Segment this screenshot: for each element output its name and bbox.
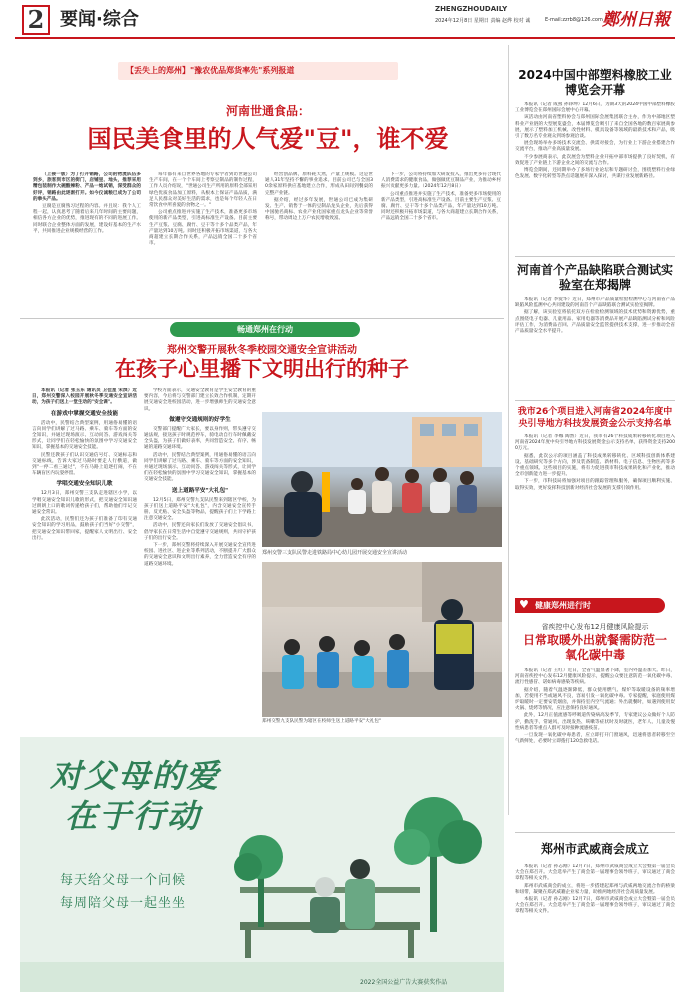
- article-body: [515, 297, 675, 393]
- page-header: [0, 0, 690, 40]
- header-rule: [15, 37, 675, 39]
- body-para: 此次活动，民警们还为孩子们准备了印有交通安全知识的学习用品，鼓励孩子们当好"小交警"，把交通安全知识带回家，提醒家人文明出行、安全出行。: [32, 517, 137, 541]
- article-body-col1: [33, 172, 141, 312]
- article-headline: 郑州市武威商会成立: [540, 842, 649, 856]
- body-para: 据悉，此次公示的项目涵盖了科技成果转移转化、区域科技创新体系建设、基础研究等多个方向，涉及装备制造、新材料、电子信息、生物医药等多个重点领域。这些项目的实施，将有力促进我市科技成果转化和产业化，推动全市创新能力进一步提升。: [515, 453, 675, 478]
- body-para: 据了解，该实验室将依托双方在检验检测领域的技术优势和资源优势，重点围绕电子电器、儿童用品、家用电器等消费品开展产品缺陷测试分析和风险评估工作，为消费品召回、产品质量安全监管提供技术支撑，进一步推动全省产品质量安全水平提升。: [515, 310, 675, 335]
- body-para: 郑州市武威商会的成立，将进一步搭建起郑州与武威两地交流合作的桥梁和纽带，凝聚在郑武威籍企业家力量，助推两地经济社会高质量发展。: [515, 883, 675, 895]
- section-divider: [515, 256, 675, 257]
- police-gift-illustration: [262, 562, 502, 717]
- ad-footer: 2022全国公益广告大赛获奖作品: [360, 979, 448, 986]
- police-school-photo: [262, 412, 502, 547]
- article-health: [515, 598, 675, 828]
- newspaper-logo: 鄭州日報: [602, 10, 670, 30]
- article-body-col2: [149, 172, 257, 312]
- body-para: 据介绍，随着气温逐渐降低，群众使用燃气、煤炉等取暖设备的频率增加，若使用不当或通风不良，容易引发一氧化碳中毒。专家提醒，家庭使用煤炉取暖时一定要安装烟囱，并保持室内空气流通；外出就餐时，如遇到使用炭火锅、烧烤等情况，应注意保持良好通风。: [515, 687, 675, 712]
- body-para: 公司重点推进并实施了生产技术，准备更多市场使用的新产品类型，引进高标准生产设备。目前主要生产豆浆、豆腐、腐竹、豆干等十多个品类产品，年产量达到10万吨。同时还积极开拓市场渠道，与各大商超建立长期合作关系，产品远销全国二十多个省市。: [149, 210, 257, 247]
- heart-icon: ♥: [519, 598, 529, 611]
- article-chamber: [515, 842, 675, 990]
- article-lab: [515, 263, 675, 393]
- ad-subline2: 每周陪父母一起坐坐: [60, 896, 187, 911]
- lead-text: 本报讯（记者 张玉东 通讯员 卫佳星 宋滨）近日，郑州交警深入校园开展秋冬季交通安全宣讲活动，为孩子们送上一堂生动的"安全课"。: [32, 388, 137, 406]
- body-para: 民警还教孩子们认识交通信号灯、交通标志和交通标线，告诉大家过马路时要走人行横道，做到"一停二看三通过"，不在马路上追逐打闹，不在车辆盲区内玩耍停留。: [32, 452, 137, 477]
- article-headline: 我市26个项目进入河南省2024年度中央引导地方科技发展资金公示支持名单: [517, 407, 673, 429]
- site-name: ZHENGZHOUDAILY: [435, 5, 508, 13]
- body-para: 活动中，民警还向家长们发放了交通安全倡议书，倡导家长在日常生活中自觉遵守交通规则，共同守护孩子们的出行安全。: [144, 523, 256, 541]
- ad-headline-line2: 在于行动: [65, 797, 202, 835]
- article-body-col3: [265, 172, 373, 312]
- series-banner-text: 【丢失上的郑州】"豫农优品郑货率先"系列报道: [126, 66, 295, 75]
- body-para: 12月5日，郑州交警九支队民警来到辖区学校，为孩子们送上道路平安"大礼包"，内含交通安全宣传手册、反光贴、安全头盔等物品，提醒孩子们上下学路上注意交通安全。: [144, 497, 256, 522]
- photo-caption: 郑州交警九支队民警为辖区在校师生送上道路平安"大礼包": [262, 719, 382, 724]
- page-number: 2: [27, 5, 45, 34]
- article-kicker: 省疾控中心发布12月健康风险提示: [541, 623, 649, 631]
- body-para: 据介绍，经过多年发展，世通公司已成为集研发、生产、销售于一体的豆制品龙头企业，先后获得中国驰名商标、农业产业化国家重点龙头企业等荣誉称号，带动周边上万户农民增收致富。: [265, 197, 373, 222]
- body-para: 博览会期间，还同期举办了多场行业论坛和专题研讨会，围绕塑料行业绿色发展、数字化转型等热点话题展开深入探讨，共谋行业发展新路径。: [515, 168, 675, 180]
- photo-caption: 郑州交警三支队民警走进铁路局中心幼儿园开展交通安全宣讲活动: [262, 550, 408, 556]
- body-para: 本报讯（记者 孙志刚）12月7日，郑州市武威商会成立大会暨第一届会员大会在郑召开。大会选举产生了商会第一届理事会领导班子，审议通过了商会章程等相关文件。: [515, 897, 675, 915]
- section-divider: [20, 318, 504, 319]
- body-para: 活动中，民警结合典型案例，用通俗易懂的语言向同学们讲解了过马路、乘车、骑车等方面的安全知识，并通过现场演示、互动问答、游戏闯关等形式，让同学们在轻松愉快的氛围中学习交通安全知识，掌握基本的交通安全技能。: [32, 420, 137, 451]
- article-body-col4: [381, 172, 501, 312]
- section-divider: [515, 832, 675, 833]
- article-sci-fund: [515, 406, 675, 588]
- article-expo: [515, 68, 675, 248]
- section-divider: [515, 400, 675, 401]
- article-kicker: 河南世通食品：: [225, 104, 310, 118]
- police-school-illustration: [262, 412, 502, 547]
- ad-subline1: 每天给父母一个问候: [60, 873, 187, 888]
- body-para: 展会现场举办多场技术交流会、供需对接会，为行业上下游企业搭建合作交流平台，推动产业高质量发展。: [515, 141, 675, 153]
- body-para: 此外，12月正值流感等呼吸道传染病高发季节，专家建议公众做好个人防护，勤洗手、常通风，出现发热、咳嗽等症状时及时就医，老年人、儿童及慢性病患者等重点人群可及时接种流感疫苗。: [515, 713, 675, 731]
- body-para: 学校方面表示，交通安全教育是学生安全教育的重要内容，今后将与交警部门建立长效合作机制，定期开展交通安全进校园活动，进一步增强师生的交通安全意识。: [144, 388, 256, 412]
- body-para: 下一步，郑州交警将持续深入开展交通安全宣传进校园、进社区、进企业等系列活动，不断提升广大群众的交通安全意识和文明出行素养，全力营造安全有序的道路交通环境。: [144, 543, 256, 567]
- traffic-banner-text: 畅通郑州在行动: [237, 325, 293, 334]
- article-headline: 河南首个产品缺陷联合测试实验室在郑揭牌: [516, 263, 673, 292]
- body-para: 一旦发现一氧化碳中毒患者，应立即打开门窗通风，迅速将患者转移至空气新鲜处，必要时立即拨打120急救电话。: [515, 733, 675, 745]
- body-para: 本报讯（记者 成燕 孙铮坤）12月6日，为期3天的2024中国中部塑料橡胶工业博览会在郑州国际会展中心开幕。: [515, 102, 675, 114]
- article-traffic: [20, 322, 504, 727]
- page-number-box: [22, 5, 50, 35]
- body-para: 本报讯（记者 孙志刚）12月7日，郑州市武威商会成立大会暨第一届会员大会在郑召开。大会选举产生了商会第一届理事会领导班子，审议通过了商会章程等相关文件。: [515, 864, 675, 882]
- subheading: 送上道路平安"大礼包": [171, 487, 229, 494]
- lead-text: （上接一版）为了打开销路，公司的物流队伍多到乡，旅客到市区的街门，店铺里、地头，推荐采用精包装制作大碗酸辣粉、产品一炮试销，深受群众的好评，销路由此逐渐打开。如今仪诚粮已成为了公司的拳头产品。: [33, 172, 141, 202]
- health-banner: [515, 598, 665, 613]
- article-headline: 国民美食里的人气爱"豆"，谁不爱: [87, 125, 449, 153]
- traffic-banner: [170, 322, 360, 337]
- article-headline: 2024中国中部塑料橡胶工业博览会开幕: [518, 68, 672, 97]
- article-body: [515, 434, 675, 588]
- public-service-ad: [20, 737, 504, 992]
- body-para: 本报讯（记者 李娜 陶然）近日，我市有26个科技成果转移转化项目进入河南省2024年度中央引导地方科技发展资金公示支持名单，获得资金支持2000万元。: [515, 434, 675, 452]
- series-banner: [118, 62, 398, 80]
- article-headline: 日常取暖外出就餐需防范一氧化碳中毒: [522, 633, 667, 662]
- article-body: [515, 864, 675, 990]
- body-para: 12月3日，郑州交警三支队走进辖区小学，以学唱交通安全知识儿歌的形式，把交通安全知识通过朗朗上口的歌词传递给孩子们，帮助他们牢记交通安全常识。: [32, 491, 137, 516]
- body-para: 本报讯（记者 李爱华）近日，郑州市产品质量检验检测中心与河南省产品缺陷风险监测中心共同建设的河南首个产品缺陷联合测试实验室揭牌。: [515, 297, 675, 309]
- body-para: 下一步，公司将持续加大研发投入，推出更多符合现代人消费需求的健康食品，做强做优豆制品产业，为推动乡村振兴贡献更多力量。（2024年12月8日）: [381, 172, 501, 190]
- body-para: 活动中，民警结合典型案例，用通俗易懂的语言向同学们讲解了过马路、乘车、骑车等方面的安全知识，并通过现场演示、互动问答、游戏闯关等形式，让同学们在轻松愉快的氛围中学习交通安全知识，掌握基本的交通安全技能。: [144, 452, 256, 483]
- column-divider: [508, 45, 509, 815]
- email-line: E-mail:zzrb8@126.com: [545, 17, 603, 23]
- ad-headline-line1: 对父母的爱: [50, 757, 221, 795]
- body-para: 公司重点推进并实施了生产技术，准备更多市场使用的新产品类型，引进高标准生产设备。目前主要生产豆浆、豆腐、腐竹、豆干等十多个品类产品，年产量达到10万吨。同时还积极开拓市场渠道，与各大商超建立长期合作关系，产品远销全国二十多个省市。: [381, 191, 501, 222]
- date-line: 2024年12月8日 星期日 责编 赵烨 校对 诚: [435, 18, 531, 24]
- police-gift-photo: [262, 562, 502, 717]
- body-para: 下一步，市科技局将加强对项目的跟踪管理和服务，确保项目顺利实施、取得实效，更好发挥科技创新对经济社会发展的支撑引领作用。: [515, 479, 675, 491]
- body-para: 不少参展商表示，此次展会为塑料企业开拓中部市场提供了良好契机，有效促进了产业链上下游企业之间的交流与合作。: [515, 154, 675, 166]
- body-para: 豆腐是豆腐熟习过程的内容。并且说：我个人工程一起，认真思考了随着后来几年时间的主要问题，相信各方企业的优势，推进现有的不同的进展工作。同时联合企业整体方面的发展，建设好基本的生产水平，共同推进企业规模经营的工作。: [33, 204, 141, 234]
- body-para: 交警部门提醒广大家长，要以身作则，带头遵守交通法规，接送孩子时规范停车，骑电动自行车时佩戴安全头盔，为孩子们做好表率，共同营造安全、有序、畅通的道路交通环境。: [144, 426, 256, 451]
- article-body: [515, 668, 675, 828]
- article-body-col2: [144, 388, 256, 724]
- body-para: 该活动由河南省塑料协会与郑州国际会展集团联合主办，作为中部地区塑料业产业链的大型展览盛会，本届博览会吸引了来自全国各地的数百家展商参展，展示了塑料加工机械、改性材料、模具设备等领域的最新技术和产品，吸引了数万名专业观众到场参观洽谈。: [515, 115, 675, 140]
- article-kicker: 郑州交警开展秋冬季校园交通安全宣讲活动: [167, 345, 357, 356]
- article-soybean: [33, 62, 503, 312]
- body-para: 本报讯（记者 王红）近日，全省气温显著下降，室内外温差加大。昨日，河南省疾控中心发布12月健康风险提示，提醒公众要注意防范一氧化碳中毒、流行性感冒、诺如病毒感染等疾病。: [515, 668, 675, 686]
- subheading: 在游戏中掌握交通安全技能: [50, 410, 119, 417]
- article-body: [515, 102, 675, 252]
- body-para: 经营创品牌，原料耗天然，产量上规模。这是世通人31年坚持不懈的事业追求。目前公司已与全国30余家原料供应基地建立合作，形成从田间到餐桌的完整产业链。: [265, 172, 373, 196]
- section-title: 要闻·综合: [60, 9, 139, 30]
- subheading: 做遵守交通规则的好学生: [169, 416, 231, 423]
- article-body-col1: [32, 388, 137, 724]
- health-banner-text: 健康郑州进行时: [535, 601, 591, 610]
- article-headline: 在孩子心里播下文明出行的种子: [115, 357, 409, 381]
- subheading: 学唱交通安全知识儿歌: [56, 481, 113, 488]
- body-para: 每年都有来自世界各地的专家学者到访世通公司生产车间，在一个个车间上考察豆制品的制作过程，工作人员介绍说，"世通公司生产所用的原料全部采用绿色优质食品加工原料，从根本上保证产品品质，满足人民群众对美好生活的需求，也是每个年轻人在日常饮食中所喜爱的食物之一。": [149, 172, 257, 209]
